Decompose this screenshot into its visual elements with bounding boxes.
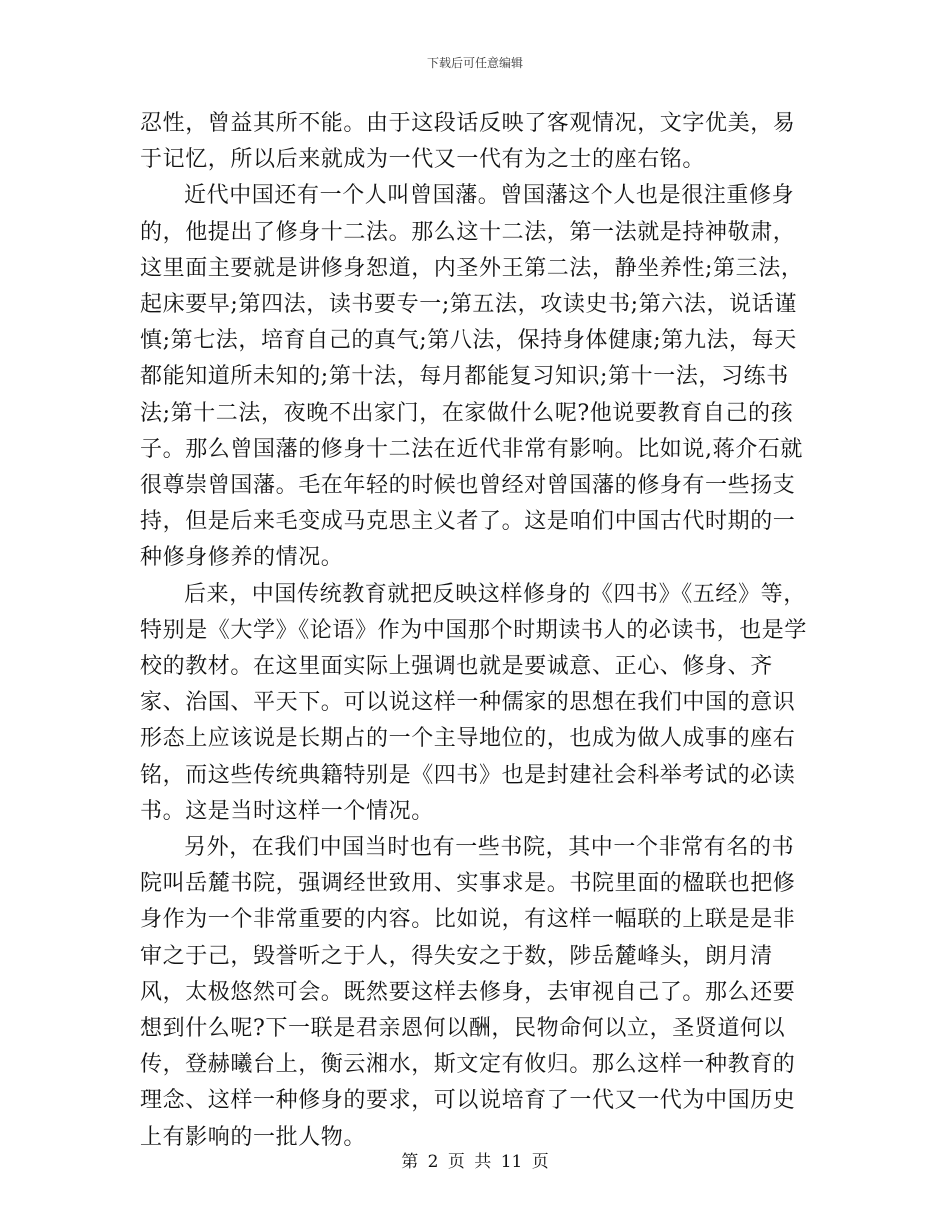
- paragraph-1: 忍性，曾益其所不能。由于这段话反映了客观情况，文字优美，易于记忆，所以后来就成为一代又一代有为之士的座右铭。: [140, 111, 796, 173]
- document-body: [140, 106, 810, 1156]
- paragraph-3: 后来，中国传统教育就把反映这样修身的《四书》《五经》等，特别是《大学》《论语》作为中国那个时期读书人的必读书，也是学校的教材。在这里面实际上强调也就是要诚意、正心、修身、齐家、治国、平天下。可以说这样一种儒家的思想在我们中国的意识形态上应该说是长期占的一个主导地位的，也成为做人成事的座右铭，而这些传统典籍特别是《四书》也是封建社会科举考试的必读书。这是当时这样一个情况。: [140, 581, 808, 824]
- paragraph-4: 另外，在我们中国当时也有一些书院，其中一个非常有名的书院叫岳麓书院，强调经世致用、实事求是。书院里面的楹联也把修身作为一个非常重要的内容。比如说，有这样一幅联的上联是是非审之于己，毁誉听之于人，得失安之于数，陟岳麓峰头，朗月清风，太极悠然可会。既然要这样去修身，去审视自己了。那么还要想到什么呢?下一联是君亲恩何以酬，民物命何以立，圣贤道何以传，登赫曦台上，衡云湘水，斯文定有攸归。那么这样一种教育的理念、这样一种修身的要求，可以说培育了一代又一代为中国历史上有影响的一批人物。: [140, 835, 796, 1150]
- page-number-footer: 第 2 页 共 11 页: [401, 1152, 549, 1172]
- page-header: 下载后可任意编辑: [426, 56, 523, 70]
- paragraph-2: 近代中国还有一个人叫曾国藩。曾国藩这个人也是很注重修身的，他提出了修身十二法。那么这十二法，第一法就是持神敬肃，这里面主要就是讲修身恕道，内圣外王第二法，静坐养性;第三法，起床要早;第四法，读书要专一;第五法，攻读史书;第六法，说话谨慎;第七法，培育自己的真气;第八法，保持身体健康;第九法，每天都能知道所未知的;第十法，每月都能复习知识;第十一法，习练书法;第十二法，夜晚不出家门，在家做什么呢?他说要教育自己的孩子。那么曾国藩的修身十二法在近代非常有影响。比如说,蒋介石就很尊崇曾国藩。毛在年轻的时候也曾经对曾国藩的修身有一些扬支持，但是后来毛变成马克思主义者了。这是咱们中国古代时期的一种修身修养的情况。: [140, 183, 804, 571]
